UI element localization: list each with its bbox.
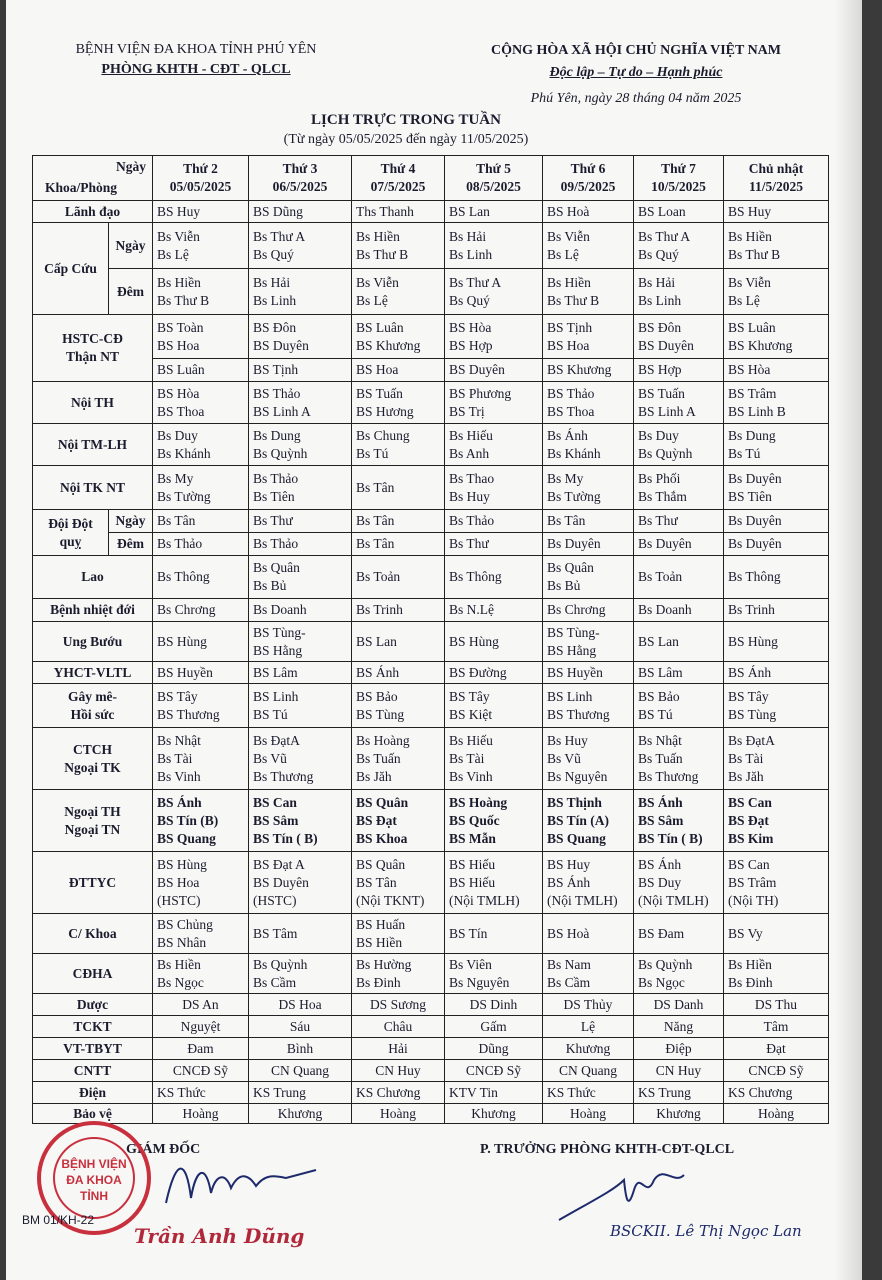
duty-cell: Bs Toản	[634, 556, 724, 599]
department-name: PHÒNG KHTH - CĐT - QLCL	[101, 62, 291, 77]
duty-cell: Bs My Bs Tường	[543, 466, 634, 510]
duty-cell: BS Hoàng BS Quốc BS Mẫn	[445, 790, 543, 852]
day-header: Thứ 4 07/5/2025	[352, 156, 445, 201]
duty-cell: BS Hùng	[724, 622, 829, 662]
table-row	[33, 223, 829, 269]
duty-cell: Bs Tân	[153, 510, 249, 533]
duty-cell: Bs Hải Bs Linh	[445, 223, 543, 269]
duty-cell: Bs Chrơng	[153, 599, 249, 622]
duty-cell: BS Thảo BS Thoa	[543, 382, 634, 424]
table-row	[33, 994, 829, 1016]
duty-cell: BS Lâm	[249, 662, 352, 684]
duty-cell: Bs Hiền Bs Thư B	[543, 269, 634, 315]
table-row	[33, 424, 829, 466]
row-label: HSTC-CĐ Thận NT	[33, 315, 153, 382]
duty-cell: BS Luân	[153, 359, 249, 382]
duty-cell: DS Thu	[724, 994, 829, 1016]
table-row	[33, 1038, 829, 1060]
duty-cell: Bs Dung Bs Tú	[724, 424, 829, 466]
duty-cell: BS Trâm BS Linh B	[724, 382, 829, 424]
duty-cell: Bs Doanh	[249, 599, 352, 622]
duty-cell: BS Phương BS Trị	[445, 382, 543, 424]
duty-cell: Bs Tân	[352, 466, 445, 510]
duty-cell: Bs Thảo	[445, 510, 543, 533]
duty-cell: Bs Thảo	[153, 533, 249, 556]
table-row	[33, 359, 829, 382]
duty-cell: BS Toàn BS Hoa	[153, 315, 249, 359]
table-row	[33, 201, 829, 223]
shift-label: Đêm	[109, 533, 153, 556]
duty-cell: Bình	[249, 1038, 352, 1060]
row-label: CĐHA	[33, 954, 153, 994]
duty-cell: Bs Thao Bs Huy	[445, 466, 543, 510]
duty-cell: BS Tùng- BS Hằng	[249, 622, 352, 662]
duty-cell: Bs N.Lệ	[445, 599, 543, 622]
table-row	[33, 269, 829, 315]
duty-cell: Bs Quân Bs Bủ	[543, 556, 634, 599]
duty-cell: Bs Hải Bs Linh	[249, 269, 352, 315]
duty-cell: BS Tuấn BS Linh A	[634, 382, 724, 424]
svg-text:ĐA KHOA: ĐA KHOA	[66, 1173, 122, 1187]
shift-label: Đêm	[109, 269, 153, 315]
duty-cell: BS Tịnh BS Hoa	[543, 315, 634, 359]
duty-cell: Bs Hoàng Bs Tuấn Bs Jăh	[352, 728, 445, 790]
table-row	[33, 556, 829, 599]
duty-cell: BS Luân BS Khương	[724, 315, 829, 359]
duty-cell: CNCĐ Sỹ	[445, 1060, 543, 1082]
duty-cell: BS Hùng BS Hoa (HSTC)	[153, 852, 249, 914]
duty-cell: Bs Hiền Bs Thư B	[724, 223, 829, 269]
duty-cell: Bs Hiền Bs Ngọc	[153, 954, 249, 994]
duty-cell: BS Hòa BS Hợp	[445, 315, 543, 359]
duty-cell: BS Ánh BS Sâm BS Tín ( B)	[634, 790, 724, 852]
duty-cell: BS Ánh BS Duy (Nội TMLH)	[634, 852, 724, 914]
row-label: Đội Đột quỵ	[33, 510, 109, 556]
duty-cell: BS Đôn BS Duyên	[249, 315, 352, 359]
duty-cell: BS Hòa BS Thoa	[153, 382, 249, 424]
table-row	[33, 466, 829, 510]
duty-cell: Bs Thông	[445, 556, 543, 599]
shift-label: Ngày	[109, 223, 153, 269]
duty-cell: BS Hiếu BS Hiếu (Nội TMLH)	[445, 852, 543, 914]
duty-cell: Bs Hường Bs Đinh	[352, 954, 445, 994]
duty-cell: BS Đường	[445, 662, 543, 684]
duty-cell: Bs Thông	[153, 556, 249, 599]
document-date: Phú Yên, ngày 28 tháng 04 năm 2025	[530, 91, 742, 106]
duty-cell: Bs Duyên	[634, 533, 724, 556]
duty-cell: Bs Thông	[724, 556, 829, 599]
duty-cell: Bs Doanh	[634, 599, 724, 622]
duty-cell: BS Tín	[445, 914, 543, 954]
duty-cell: BS Huyền	[543, 662, 634, 684]
duty-cell: BS Tuấn BS Hương	[352, 382, 445, 424]
duty-cell: Ths Thanh	[352, 201, 445, 223]
document-page	[6, 0, 862, 1280]
duty-cell: Bs Quân Bs Bủ	[249, 556, 352, 599]
duty-cell: Bs Duyên	[543, 533, 634, 556]
duty-cell: Lệ	[543, 1016, 634, 1038]
duty-cell: Hải	[352, 1038, 445, 1060]
duty-cell: Bs Viễn Bs Lệ	[724, 269, 829, 315]
duty-schedule-table	[32, 155, 829, 1124]
deputy-name: BSCKII. Lê Thị Ngọc Lan	[610, 1222, 802, 1240]
duty-cell: Bs Duyên	[724, 510, 829, 533]
duty-cell: BS Thảo BS Linh A	[249, 382, 352, 424]
duty-cell: Sáu	[249, 1016, 352, 1038]
duty-cell: Bs Dung Bs Quỳnh	[249, 424, 352, 466]
duty-cell: BS Hoa	[352, 359, 445, 382]
duty-cell: BS Tâm	[249, 914, 352, 954]
duty-cell: BS Huấn BS Hiền	[352, 914, 445, 954]
duty-cell: BS Luân BS Khương	[352, 315, 445, 359]
row-label: Lãnh đạo	[33, 201, 153, 223]
table-row	[33, 852, 829, 914]
row-label: YHCT-VLTL	[33, 662, 153, 684]
duty-cell: BS Huy BS Ánh (Nội TMLH)	[543, 852, 634, 914]
duty-cell: BS Tây BS Tùng	[724, 684, 829, 728]
duty-cell: Khương	[634, 1104, 724, 1124]
nation-title: CỘNG HÒA XÃ HỘI CHỦ NGHĨA VIỆT NAM	[490, 43, 781, 58]
table-row	[33, 728, 829, 790]
duty-cell: BS Bảo BS Tùng	[352, 684, 445, 728]
table-row	[33, 510, 829, 533]
duty-cell: Bs Duyên	[724, 533, 829, 556]
duty-cell: DS An	[153, 994, 249, 1016]
director-signature-icon	[156, 1148, 326, 1218]
duty-cell: Hoàng	[543, 1104, 634, 1124]
duty-cell: Bs Chung Bs Tú	[352, 424, 445, 466]
duty-cell: Bs Thư	[634, 510, 724, 533]
duty-cell: Bs Thư	[249, 510, 352, 533]
duty-cell: Bs Viên Bs Nguyên	[445, 954, 543, 994]
day-header: Chủ nhật 11/5/2025	[724, 156, 829, 201]
duty-cell: CN Quang	[543, 1060, 634, 1082]
duty-cell: BS Huy	[153, 201, 249, 223]
corner-dept-label: Khoa/Phòng	[45, 180, 118, 195]
duty-cell: DS Hoa	[249, 994, 352, 1016]
page-shadow	[834, 0, 862, 1280]
duty-cell: Khương	[543, 1038, 634, 1060]
table-row	[33, 790, 829, 852]
duty-cell: BS Hoà	[543, 914, 634, 954]
duty-cell: Bs Chrơng	[543, 599, 634, 622]
duty-cell: Nguyệt	[153, 1016, 249, 1038]
duty-cell: BS Chủng BS Nhân	[153, 914, 249, 954]
duty-cell: Đam	[153, 1038, 249, 1060]
duty-cell: BS Can BS Đạt BS Kim	[724, 790, 829, 852]
shift-label: Ngày	[109, 510, 153, 533]
table-row	[33, 914, 829, 954]
table-row	[33, 382, 829, 424]
table-row	[33, 662, 829, 684]
row-label: Cấp Cứu	[33, 223, 109, 315]
duty-cell: KS Trung	[249, 1082, 352, 1104]
duty-cell: BS Lan	[445, 201, 543, 223]
table-row	[33, 954, 829, 994]
day-header: Thứ 3 06/5/2025	[249, 156, 352, 201]
duty-cell: Bs Trinh	[724, 599, 829, 622]
duty-cell: BS Đam	[634, 914, 724, 954]
row-label: Dược	[33, 994, 153, 1016]
duty-cell: DS Danh	[634, 994, 724, 1016]
duty-cell: Dũng	[445, 1038, 543, 1060]
row-label: C/ Khoa	[33, 914, 153, 954]
duty-cell: Năng	[634, 1016, 724, 1038]
table-row	[33, 599, 829, 622]
duty-cell: Gấm	[445, 1016, 543, 1038]
table-row	[33, 622, 829, 662]
duty-cell: BS Ánh	[724, 662, 829, 684]
duty-cell: KS Thức	[153, 1082, 249, 1104]
duty-cell: BS Tây BS Thương	[153, 684, 249, 728]
duty-cell: DS Thủy	[543, 994, 634, 1016]
day-header: Thứ 2 05/05/2025	[153, 156, 249, 201]
table-header-row	[33, 156, 829, 201]
duty-cell: Bs Quỳnh Bs Ngọc	[634, 954, 724, 994]
row-label: Bảo vệ	[33, 1104, 153, 1124]
day-header: Thứ 5 08/5/2025	[445, 156, 543, 201]
duty-cell: CN Huy	[634, 1060, 724, 1082]
row-label: Điện	[33, 1082, 153, 1104]
duty-cell: CN Huy	[352, 1060, 445, 1082]
duty-cell: Bs Hải Bs Linh	[634, 269, 724, 315]
duty-cell: Bs ĐạtA Bs Tài Bs Jăh	[724, 728, 829, 790]
duty-cell: BS Linh BS Thương	[543, 684, 634, 728]
duty-cell: Hoàng	[153, 1104, 249, 1124]
table-row	[33, 533, 829, 556]
row-label: ĐTTYC	[33, 852, 153, 914]
duty-cell: BS Tây BS Kiệt	[445, 684, 543, 728]
duty-cell: BS Đôn BS Duyên	[634, 315, 724, 359]
director-name: Trần Anh Dũng	[134, 1224, 305, 1248]
duty-cell: Khương	[445, 1104, 543, 1124]
duty-cell: BS Duyên	[445, 359, 543, 382]
row-label: Ung Bướu	[33, 622, 153, 662]
duty-cell: Bs Toản	[352, 556, 445, 599]
duty-cell: BS Vy	[724, 914, 829, 954]
duty-cell: Bs Viễn Bs Lệ	[352, 269, 445, 315]
duty-cell: Bs Ánh Bs Khánh	[543, 424, 634, 466]
corner-day-label: Ngày	[116, 159, 146, 174]
duty-cell: BS Đạt A BS Duyên (HSTC)	[249, 852, 352, 914]
duty-cell: BS Bảo BS Tú	[634, 684, 724, 728]
duty-cell: Bs Hiếu Bs Anh	[445, 424, 543, 466]
duty-cell: KS Chương	[352, 1082, 445, 1104]
duty-cell: DS Dinh	[445, 994, 543, 1016]
duty-cell: BS Hùng	[445, 622, 543, 662]
duty-cell: Bs ĐạtA Bs Vũ Bs Thương	[249, 728, 352, 790]
duty-cell: Hoàng	[724, 1104, 829, 1124]
table-row	[33, 315, 829, 359]
day-header: Thứ 7 10/5/2025	[634, 156, 724, 201]
row-label: Lao	[33, 556, 153, 599]
hospital-name: BỆNH VIỆN ĐA KHOA TỈNH PHÚ YÊN	[75, 42, 317, 57]
deputy-signature-icon	[554, 1160, 714, 1230]
duty-cell: Bs Thảo	[249, 533, 352, 556]
duty-cell: BS Can BS Sâm BS Tín ( B)	[249, 790, 352, 852]
duty-cell: Bs Tân	[543, 510, 634, 533]
duty-cell: BS Ánh BS Tín (B) BS Quang	[153, 790, 249, 852]
duty-cell: Bs Quỳnh Bs Cầm	[249, 954, 352, 994]
duty-cell: Bs Thư	[445, 533, 543, 556]
document-subtitle: (Từ ngày 05/05/2025 đến ngày 11/05/2025)	[283, 132, 529, 147]
duty-cell: Hoàng	[352, 1104, 445, 1124]
row-label: Ngoại TH Ngoại TN	[33, 790, 153, 852]
duty-cell: KTV Tin	[445, 1082, 543, 1104]
duty-cell: KS Chương	[724, 1082, 829, 1104]
duty-cell: Tâm	[724, 1016, 829, 1038]
duty-cell: Bs Hiền Bs Thư B	[153, 269, 249, 315]
duty-cell: BS Hòa	[724, 359, 829, 382]
duty-cell: Bs Viễn Bs Lệ	[543, 223, 634, 269]
svg-text:TỈNH: TỈNH	[80, 1189, 108, 1203]
director-title: GIÁM ĐỐC	[126, 1142, 201, 1157]
day-header: Thứ 6 09/5/2025	[543, 156, 634, 201]
duty-cell: BS Can BS Trâm (Nội TH)	[724, 852, 829, 914]
duty-cell: BS Linh BS Tú	[249, 684, 352, 728]
duty-cell: Bs Huy Bs Vũ Bs Nguyên	[543, 728, 634, 790]
duty-cell: Bs Duyên BS Tiên	[724, 466, 829, 510]
duty-cell: Bs Thư A Bs Quý	[249, 223, 352, 269]
nation-motto: Độc lập – Tự do – Hạnh phúc	[549, 65, 723, 80]
duty-cell: DS Sương	[352, 994, 445, 1016]
duty-cell: CNCĐ Sỹ	[153, 1060, 249, 1082]
row-label: Nội TK NT	[33, 466, 153, 510]
duty-cell: BS Quân BS Đạt BS Khoa	[352, 790, 445, 852]
table-row	[33, 1016, 829, 1038]
deputy-head-title: P. TRƯỞNG PHÒNG KHTH-CĐT-QLCL	[480, 1142, 735, 1157]
svg-text:BỆNH VIỆN: BỆNH VIỆN	[61, 1157, 127, 1171]
duty-cell: BS Huy	[724, 201, 829, 223]
duty-cell: Bs Tân	[352, 533, 445, 556]
row-label: Bệnh nhiệt đới	[33, 599, 153, 622]
duty-cell: BS Dũng	[249, 201, 352, 223]
duty-cell: Châu	[352, 1016, 445, 1038]
table-row	[33, 1082, 829, 1104]
duty-cell: BS Lâm	[634, 662, 724, 684]
duty-cell: BS Huyền	[153, 662, 249, 684]
national-header	[456, 40, 816, 110]
duty-cell: Bs Viễn Bs Lệ	[153, 223, 249, 269]
table-row	[33, 684, 829, 728]
duty-cell: Bs Nam Bs Cầm	[543, 954, 634, 994]
row-label: VT-TBYT	[33, 1038, 153, 1060]
duty-cell: Bs Thư A Bs Quý	[445, 269, 543, 315]
duty-cell: BS Thịnh BS Tín (A) BS Quang	[543, 790, 634, 852]
duty-cell: Bs Thư A Bs Quý	[634, 223, 724, 269]
duty-cell: KS Thức	[543, 1082, 634, 1104]
row-label: Nội TM-LH	[33, 424, 153, 466]
table-corner-cell	[33, 156, 153, 201]
duty-cell: Bs Nhật Bs Tuấn Bs Thương	[634, 728, 724, 790]
form-code: BM 01/KH-22	[22, 1213, 95, 1227]
duty-cell: Bs Hiếu Bs Tài Bs Vinh	[445, 728, 543, 790]
row-label: Nội TH	[33, 382, 153, 424]
duty-cell: BS Khương	[543, 359, 634, 382]
document-title: LỊCH TRỰC TRONG TUẦN	[311, 112, 501, 128]
duty-cell: BS Lan	[352, 622, 445, 662]
duty-cell: Bs Hiền Bs Đinh	[724, 954, 829, 994]
duty-cell: CNCĐ Sỹ	[724, 1060, 829, 1082]
duty-cell: CN Quang	[249, 1060, 352, 1082]
row-label: Gây mê- Hồi sức	[33, 684, 153, 728]
duty-cell: BS Tịnh	[249, 359, 352, 382]
duty-cell: Bs My Bs Tường	[153, 466, 249, 510]
duty-cell: BS Hợp	[634, 359, 724, 382]
row-label: CTCH Ngoại TK	[33, 728, 153, 790]
row-label: CNTT	[33, 1060, 153, 1082]
row-label: TCKT	[33, 1016, 153, 1038]
table-row	[33, 1060, 829, 1082]
duty-cell: Bs Trinh	[352, 599, 445, 622]
organization-header	[46, 40, 346, 80]
duty-cell: Khương	[249, 1104, 352, 1124]
duty-cell: Bs Duy Bs Quỳnh	[634, 424, 724, 466]
duty-cell: BS Tùng- BS Hằng	[543, 622, 634, 662]
duty-cell: BS Loan	[634, 201, 724, 223]
duty-cell: Bs Phối Bs Thắm	[634, 466, 724, 510]
duty-cell: Đạt	[724, 1038, 829, 1060]
duty-cell: BS Ánh	[352, 662, 445, 684]
duty-cell: Bs Thảo Bs Tiên	[249, 466, 352, 510]
duty-cell: BS Hoà	[543, 201, 634, 223]
duty-cell: BS Lan	[634, 622, 724, 662]
duty-cell: BS Quân BS Tân (Nội TKNT)	[352, 852, 445, 914]
duty-cell: Bs Nhật Bs Tài Bs Vinh	[153, 728, 249, 790]
duty-cell: Bs Hiền Bs Thư B	[352, 223, 445, 269]
duty-cell: BS Hùng	[153, 622, 249, 662]
duty-cell: Bs Duy Bs Khánh	[153, 424, 249, 466]
duty-cell: Bs Tân	[352, 510, 445, 533]
duty-cell: KS Trung	[634, 1082, 724, 1104]
duty-cell: Điệp	[634, 1038, 724, 1060]
